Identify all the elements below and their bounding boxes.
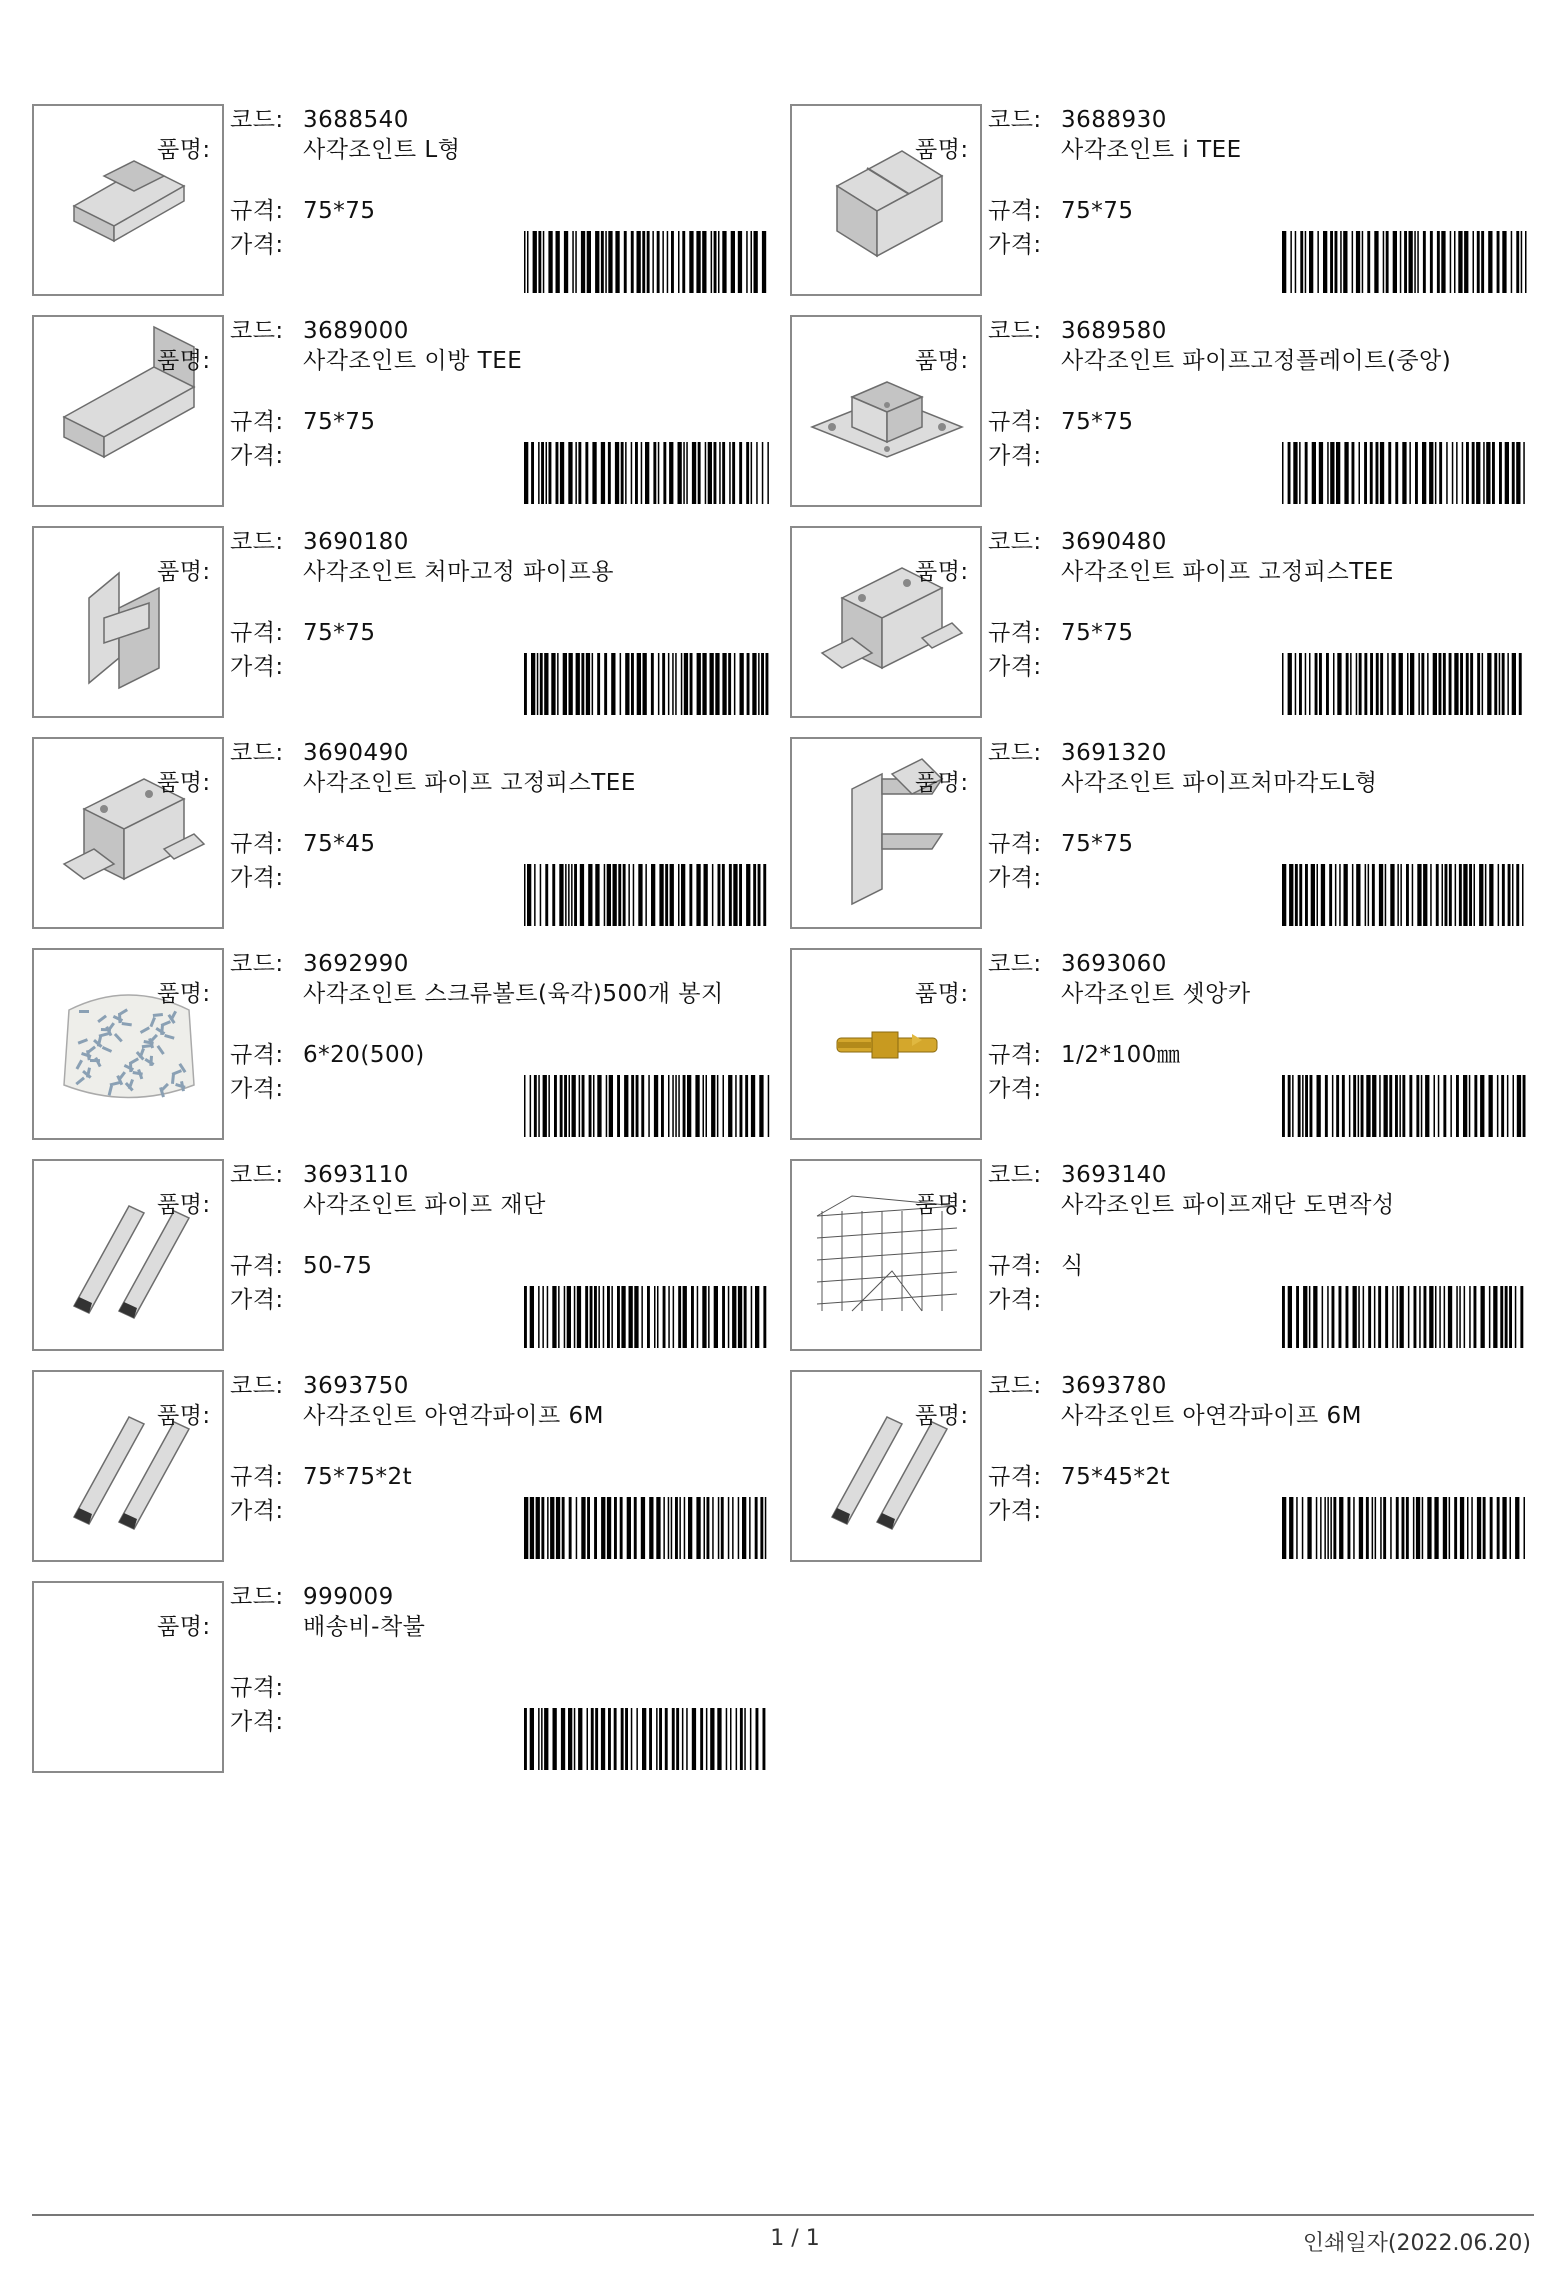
barcode: [522, 653, 772, 715]
product-spec: 75*75: [303, 409, 376, 435]
barcode: [1280, 1497, 1530, 1559]
code-label: 코드:: [988, 529, 1042, 555]
product-name: 사각조인트 셋앙카: [1061, 981, 1251, 1007]
product-card: [790, 737, 1530, 929]
product-info: [157, 1370, 772, 1562]
barcode: [522, 442, 772, 504]
product-code-row: [230, 528, 772, 557]
product-code: 3689580: [1061, 318, 1167, 344]
code-label: 코드:: [988, 1162, 1042, 1188]
product-spec-row: [988, 408, 1530, 437]
product-spec-row: [230, 1463, 772, 1492]
spec-label: 규격:: [988, 409, 1042, 435]
product-name-row: [915, 136, 1530, 165]
product-code-row: [230, 106, 772, 135]
product-spec: 식: [1061, 1253, 1084, 1279]
product-card: [32, 1370, 772, 1562]
product-name: 사각조인트 파이프처마각도L형: [1061, 770, 1378, 796]
product-thumbnail: [790, 104, 982, 296]
name-label: 품명:: [157, 1403, 211, 1429]
product-card: [790, 315, 1530, 507]
product-thumbnail: [32, 1159, 224, 1351]
barcode: [1280, 442, 1530, 504]
spec-label: 규격:: [230, 1675, 284, 1701]
spec-label: 규격:: [230, 620, 284, 646]
product-name-row: [157, 980, 772, 1009]
product-code-row: [230, 317, 772, 346]
product-code: 3693110: [303, 1162, 409, 1188]
product-name: 사각조인트 파이프고정플레이트(중앙): [1061, 348, 1452, 374]
product-code-row: [230, 1161, 772, 1190]
name-label: 품명:: [157, 1614, 211, 1640]
spec-label: 규격:: [988, 1464, 1042, 1490]
code-label: 코드:: [230, 1373, 284, 1399]
spec-label: 규격:: [230, 831, 284, 857]
product-spec-row: [230, 619, 772, 648]
product-code-row: [988, 528, 1530, 557]
product-thumbnail: [32, 1581, 224, 1773]
l-joint-icon: [34, 106, 222, 294]
code-label: 코드:: [230, 1584, 284, 1610]
product-spec: 75*75: [303, 620, 376, 646]
product-spec-row: [230, 1674, 772, 1703]
product-name: 사각조인트 아연각파이프 6M: [1061, 1403, 1362, 1429]
product-card: [32, 104, 772, 296]
price-label: 가격:: [230, 443, 284, 469]
product-name: 사각조인트 파이프재단 도면작성: [1061, 1192, 1395, 1218]
product-info: [157, 315, 772, 507]
product-code-row: [988, 1161, 1530, 1190]
product-code-row: [230, 1372, 772, 1401]
name-label: 품명:: [157, 137, 211, 163]
product-info: [915, 737, 1530, 929]
product-thumbnail: [32, 315, 224, 507]
product-code: 3692990: [303, 951, 409, 977]
print-date: 인쇄일자(2022.06.20): [1302, 2231, 1531, 2256]
price-label: 가격:: [988, 1287, 1042, 1313]
barcode: [522, 1497, 772, 1559]
square-pipes-icon: [34, 1372, 222, 1560]
product-spec-row: [230, 1041, 772, 1070]
price-label: 가격:: [230, 1287, 284, 1313]
product-code: 3691320: [1061, 740, 1167, 766]
product-name-row: [157, 1613, 772, 1642]
name-label: 품명:: [157, 770, 211, 796]
code-label: 코드:: [988, 107, 1042, 133]
product-card: [790, 1370, 1530, 1562]
spec-label: 규격:: [988, 198, 1042, 224]
name-label: 품명:: [915, 1403, 969, 1429]
product-card: [32, 315, 772, 507]
product-spec-row: [230, 408, 772, 437]
product-name: 사각조인트 파이프 고정피스TEE: [303, 770, 636, 796]
saddle-bracket-icon: [34, 739, 222, 927]
price-label: 가격:: [230, 232, 284, 258]
product-spec-row: [230, 830, 772, 859]
product-spec: 50-75: [303, 1253, 373, 1279]
code-label: 코드:: [230, 1162, 284, 1188]
square-pipes-icon: [792, 1372, 980, 1560]
product-card: [32, 948, 772, 1140]
barcode: [1280, 1075, 1530, 1137]
product-name-row: [157, 558, 772, 587]
product-thumbnail: [790, 948, 982, 1140]
price-label: 가격:: [230, 1076, 284, 1102]
product-code: 999009: [303, 1584, 394, 1610]
code-label: 코드:: [988, 1373, 1042, 1399]
angle-bracket-icon: [792, 739, 980, 927]
product-code-row: [988, 106, 1530, 135]
page-number: 1 / 1: [770, 2226, 820, 2251]
name-label: 품명:: [157, 559, 211, 585]
product-info: [157, 737, 772, 929]
barcode: [522, 864, 772, 926]
product-thumbnail: [32, 1370, 224, 1562]
product-name-row: [915, 347, 1530, 376]
product-code: 3690490: [303, 740, 409, 766]
spec-label: 규격:: [230, 1253, 284, 1279]
product-spec: 75*75: [1061, 831, 1134, 857]
product-thumbnail: [32, 104, 224, 296]
product-thumbnail: [32, 737, 224, 929]
price-label: 가격:: [988, 654, 1042, 680]
product-name: 사각조인트 파이프 재단: [303, 1192, 546, 1218]
product-code-row: [988, 317, 1530, 346]
product-code: 3688540: [303, 107, 409, 133]
name-label: 품명:: [915, 770, 969, 796]
product-code-row: [988, 739, 1530, 768]
code-label: 코드:: [230, 529, 284, 555]
product-spec: 75*75: [1061, 620, 1134, 646]
price-label: 가격:: [230, 1498, 284, 1524]
product-spec-row: [988, 1252, 1530, 1281]
product-name-row: [157, 1402, 772, 1431]
product-code: 3693780: [1061, 1373, 1167, 1399]
product-info: [915, 1159, 1530, 1351]
spec-label: 규격:: [230, 409, 284, 435]
price-label: 가격:: [988, 1076, 1042, 1102]
product-code-row: [988, 950, 1530, 979]
product-name-row: [915, 558, 1530, 587]
product-thumbnail: [790, 315, 982, 507]
product-info: [915, 1370, 1530, 1562]
barcode: [522, 1075, 772, 1137]
product-spec-row: [230, 1252, 772, 1281]
product-spec: 75*75*2t: [303, 1464, 413, 1490]
product-name-row: [157, 136, 772, 165]
code-label: 코드:: [230, 740, 284, 766]
product-card: [790, 948, 1530, 1140]
product-info: [157, 1581, 772, 1773]
product-spec-row: [988, 619, 1530, 648]
name-label: 품명:: [157, 981, 211, 1007]
product-thumbnail: [790, 1159, 982, 1351]
product-name-row: [157, 1191, 772, 1220]
name-label: 품명:: [157, 1192, 211, 1218]
product-info: [915, 315, 1530, 507]
product-name-row: [915, 980, 1530, 1009]
product-info: [157, 104, 772, 296]
price-label: 가격:: [988, 865, 1042, 891]
barcode: [522, 231, 772, 293]
product-spec-row: [230, 197, 772, 226]
spec-label: 규격:: [988, 1253, 1042, 1279]
product-spec: 75*45*2t: [1061, 1464, 1171, 1490]
product-card: [790, 1159, 1530, 1351]
name-label: 품명:: [915, 348, 969, 374]
spec-label: 규격:: [230, 1464, 284, 1490]
price-label: 가격:: [230, 865, 284, 891]
product-info: [915, 104, 1530, 296]
screw-bag-icon: [34, 950, 222, 1138]
product-spec: 75*75: [1061, 198, 1134, 224]
product-spec-row: [988, 1463, 1530, 1492]
product-thumbnail: [32, 526, 224, 718]
product-name: 사각조인트 스크류볼트(육각)500개 봉지: [303, 981, 724, 1007]
product-name: 배송비-착불: [303, 1614, 426, 1640]
barcode: [1280, 864, 1530, 926]
product-info: [915, 948, 1530, 1140]
code-label: 코드:: [988, 740, 1042, 766]
barcode: [1280, 653, 1530, 715]
product-code: 3688930: [1061, 107, 1167, 133]
name-label: 품명:: [915, 1192, 969, 1218]
product-name: 사각조인트 이방 TEE: [303, 348, 523, 374]
price-label: 가격:: [230, 1709, 284, 1735]
name-label: 품명:: [915, 559, 969, 585]
product-name: 사각조인트 아연각파이프 6M: [303, 1403, 604, 1429]
frame-drawing-icon: [792, 1161, 980, 1349]
product-spec: 75*75: [1061, 409, 1134, 435]
product-thumbnail: [790, 737, 982, 929]
product-spec-row: [988, 1041, 1530, 1070]
product-name-row: [915, 1402, 1530, 1431]
product-card: [32, 737, 772, 929]
product-name: 사각조인트 처마고정 파이프용: [303, 559, 614, 585]
product-spec: 6*20(500): [303, 1042, 425, 1068]
price-label: 가격:: [988, 232, 1042, 258]
product-card: [790, 104, 1530, 296]
price-label: 가격:: [988, 443, 1042, 469]
price-label: 가격:: [988, 1498, 1042, 1524]
product-spec: 1/2*100㎜: [1061, 1042, 1181, 1068]
product-card: [790, 526, 1530, 718]
eave-bracket-icon: [34, 528, 222, 716]
code-label: 코드:: [988, 318, 1042, 344]
saddle-bracket-icon: [792, 528, 980, 716]
product-thumbnail: [790, 1370, 982, 1562]
product-name-row: [915, 1191, 1530, 1220]
product-name-row: [157, 347, 772, 376]
product-name: 사각조인트 파이프 고정피스TEE: [1061, 559, 1394, 585]
product-code: 3689000: [303, 318, 409, 344]
product-code-row: [230, 1583, 772, 1612]
product-card: [32, 526, 772, 718]
code-label: 코드:: [230, 951, 284, 977]
product-name-row: [915, 769, 1530, 798]
barcode: [522, 1286, 772, 1348]
product-code: 3693140: [1061, 1162, 1167, 1188]
product-name-row: [157, 769, 772, 798]
square-pipes-icon: [34, 1161, 222, 1349]
product-name: 사각조인트 i TEE: [1061, 137, 1242, 163]
spec-label: 규격:: [988, 1042, 1042, 1068]
product-info: [157, 948, 772, 1140]
product-card: [32, 1159, 772, 1351]
spec-label: 규격:: [988, 831, 1042, 857]
name-label: 품명:: [915, 137, 969, 163]
product-spec: 75*75: [303, 198, 376, 224]
footer-divider: [32, 2214, 1534, 2216]
code-label: 코드:: [230, 318, 284, 344]
product-name: 사각조인트 L형: [303, 137, 461, 163]
product-code: 3693060: [1061, 951, 1167, 977]
i-tee-joint-icon: [792, 106, 980, 294]
product-code-row: [988, 1372, 1530, 1401]
price-label: 가격:: [230, 654, 284, 680]
product-thumbnail: [790, 526, 982, 718]
two-way-tee-icon: [34, 317, 222, 505]
product-spec-row: [988, 830, 1530, 859]
product-card: [32, 1581, 772, 1773]
code-label: 코드:: [988, 951, 1042, 977]
spec-label: 규격:: [230, 198, 284, 224]
product-info: [157, 526, 772, 718]
name-label: 품명:: [157, 348, 211, 374]
product-info: [915, 526, 1530, 718]
product-thumbnail: [32, 948, 224, 1140]
fixing-plate-icon: [792, 317, 980, 505]
spec-label: 규격:: [230, 1042, 284, 1068]
name-label: 품명:: [915, 981, 969, 1007]
product-spec: 75*45: [303, 831, 376, 857]
code-label: 코드:: [230, 107, 284, 133]
product-code: 3690180: [303, 529, 409, 555]
barcode: [522, 1708, 772, 1770]
barcode: [1280, 1286, 1530, 1348]
product-code: 3693750: [303, 1373, 409, 1399]
product-code: 3690480: [1061, 529, 1167, 555]
spec-label: 규격:: [988, 620, 1042, 646]
product-spec-row: [988, 197, 1530, 226]
barcode: [1280, 231, 1530, 293]
product-code-row: [230, 739, 772, 768]
product-info: [157, 1159, 772, 1351]
anchor-bolt-icon: [792, 950, 980, 1138]
product-code-row: [230, 950, 772, 979]
